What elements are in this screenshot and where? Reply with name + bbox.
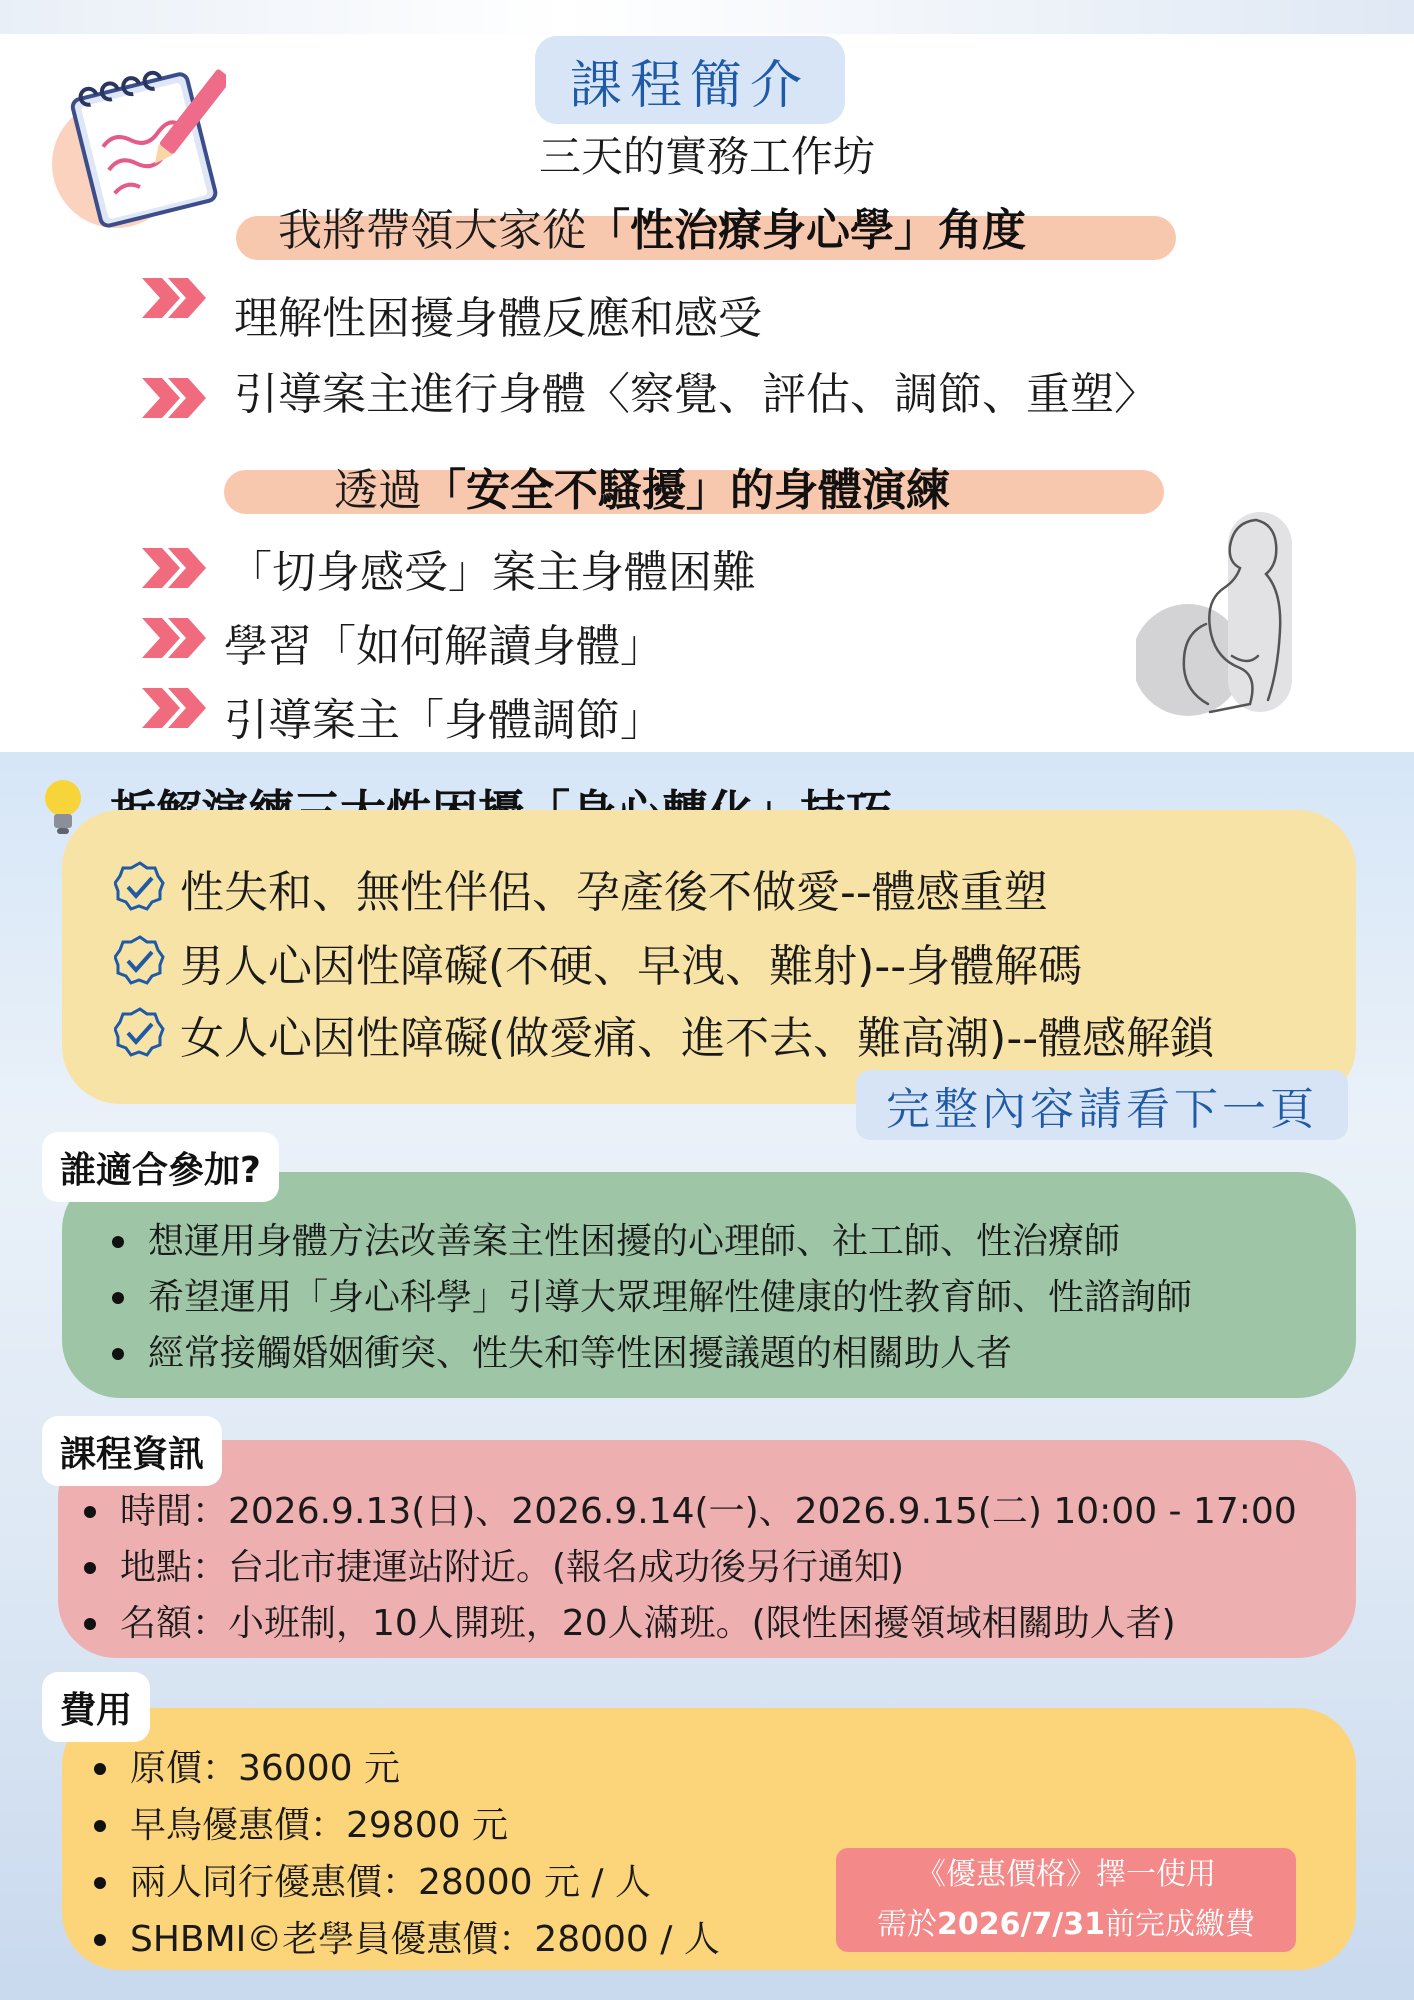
highlight-line-1-bold: 「性治療身心學」 [586,205,938,256]
highlight-line-2-prefix: 透過 [334,465,422,516]
promo-line-2 [877,1900,1255,1950]
practice-item: 「切身感受」案主身體困難 [228,547,756,598]
promo-line-1: 《優惠價格》擇一使用 [916,1857,1216,1892]
info-item: 名額：小班制，10人開班，20人滿班。(限性困擾領域相關助人者) [76,1596,1297,1652]
highlight-line-1 [278,194,1026,258]
technique-item: 女人心因性障礙(做愛痛、進不去、難高潮)--體感解鎖 [180,1013,1215,1064]
technique-item: 男人心因性障礙(不硬、早洩、難射)--身體解碼 [180,941,1083,992]
info-item: 時間：2026.9.13(日)、2026.9.14(一)、2026.9.15(二) 10:00 - 17:00 [76,1484,1297,1540]
audience-tab: 誰適合參加? [42,1132,279,1202]
fee-item: SHBMI©老學員優惠價：28000 / 人 [86,1911,720,1968]
intro-item: 引導案主進行身體〈察覺、評估、調節、重塑〉 [234,369,1158,420]
info-list [76,1484,1297,1652]
see-next-page-label: 完整內容請看下一頁 [856,1070,1348,1140]
highlight-line-1-prefix: 我將帶領大家從 [278,205,586,256]
audience-item: 經常接觸婚姻衝突、性失和等性困擾議題的相關助人者 [104,1326,1192,1382]
promo-deadline: 2026/7/31 [936,1907,1106,1942]
practice-item: 學習「如何解讀身體」 [224,621,664,672]
audience-item: 想運用身體方法改善案主性困擾的心理師、社工師、性治療師 [104,1214,1192,1270]
fees-tab: 費用 [42,1672,150,1742]
check-icon [114,934,166,986]
check-icon [114,860,166,912]
double-chevron-icon [138,610,208,666]
double-chevron-icon [138,540,208,596]
page-title: 課程簡介 [535,36,845,124]
double-chevron-icon [138,370,208,426]
technique-item: 性失和、無性伴侶、孕產後不做愛--體感重塑 [180,867,1048,918]
double-chevron-icon [138,270,208,326]
info-tab: 課程資訊 [42,1416,222,1486]
audience-item: 希望運用「身心科學」引導大眾理解性健康的性教育師、性諮詢師 [104,1270,1192,1326]
top-strip [0,0,1414,34]
fee-item: 原價：36000 元 [86,1740,720,1797]
fees-list [86,1740,720,1968]
audience-list [104,1214,1192,1382]
body-figure-illustration [1136,506,1306,730]
promo-note [836,1848,1296,1952]
practice-item: 引導案主「身體調節」 [224,695,664,746]
page-subtitle: 三天的實務工作坊 [538,132,875,181]
info-item: 地點：台北市捷運站附近。(報名成功後另行通知) [76,1540,1297,1596]
promo-line-2-suffix: 前完成繳費 [1105,1907,1256,1942]
highlight-line-2 [334,454,950,518]
fee-item: 早鳥優惠價：29800 元 [86,1797,720,1854]
promo-line-2-prefix: 需於 [876,1907,937,1942]
check-icon [114,1006,166,1058]
fee-item: 兩人同行優惠價：28000 元 / 人 [86,1854,720,1911]
highlight-line-1-suffix: 角度 [938,205,1026,256]
highlight-line-2-bold: 「安全不騷擾」的身體演練 [422,465,950,516]
double-chevron-icon [138,680,208,736]
intro-item: 理解性困擾身體反應和感受 [234,293,762,344]
